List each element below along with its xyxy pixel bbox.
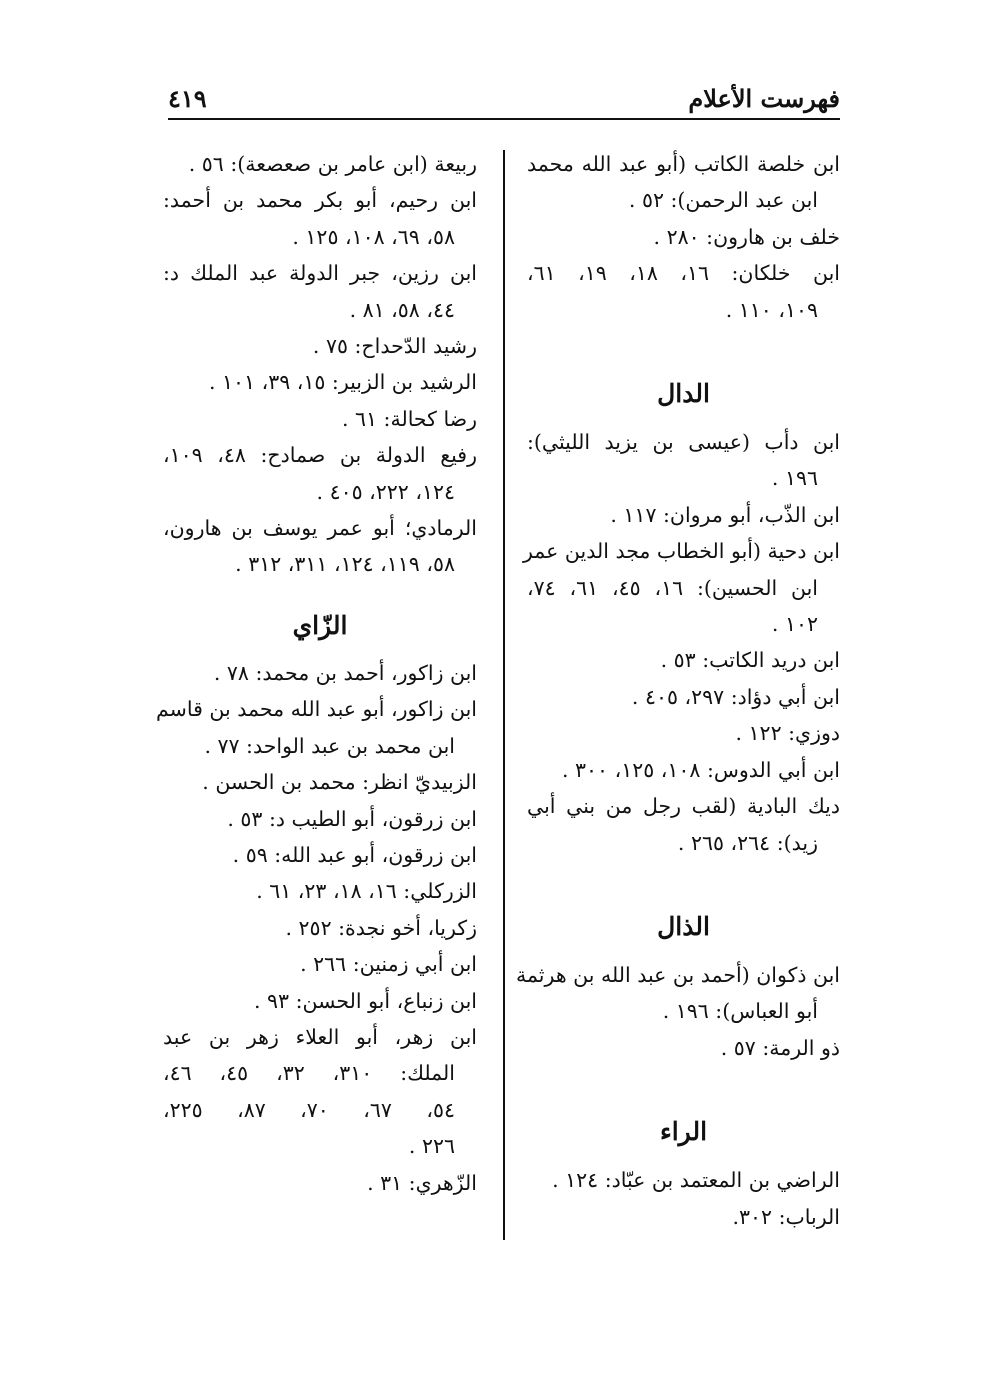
entry-line: أبو العباس): ١٩٦ . xyxy=(662,999,818,1024)
entry-line: ابن زرقون، أبو الطيب د: ٥٣ . xyxy=(227,806,477,831)
entry-line: رفيع الدولة بن صمادح: ٤٨، ١٠٩، xyxy=(163,443,477,468)
index-entry xyxy=(163,910,477,946)
entry-line: ابن زاكور، أبو عبد الله محمد بن قاسم xyxy=(156,697,477,722)
index-entry xyxy=(163,255,477,328)
entry-line: ٤٤، ٥٨، ٨١ . xyxy=(349,297,455,322)
index-entry xyxy=(523,533,840,642)
entry-line: ابن الذّب، أبو مروان: ١١٧ . xyxy=(610,502,840,527)
section-heading-ra: الراء xyxy=(659,1117,708,1147)
index-entry xyxy=(163,983,477,1019)
index-entry xyxy=(163,1165,477,1201)
index-entry xyxy=(527,679,840,715)
entry-line: ابن عبد الرحمن): ٥٢ . xyxy=(628,188,818,213)
entry-line: ابن رزين، جبر الدولة عبد الملك د: xyxy=(163,261,477,286)
entry-line: ابن زهر، أبو العلاء زهر بن عبد xyxy=(163,1024,477,1049)
entry-line: ابن محمد بن عبد الواحد: ٧٧ . xyxy=(204,733,455,758)
entry-line: الزبيديّ انظر: محمد بن الحسن . xyxy=(202,770,477,795)
running-header-title: فهرست الأعلام xyxy=(688,84,840,113)
left-column xyxy=(156,146,477,1201)
entry-line: ديك البادية (لقب رجل من بني أبي xyxy=(527,794,840,819)
entry-line: ١٠٩، ١١٠ . xyxy=(725,297,818,322)
entry-line: الرباب: ٣٠٢. xyxy=(732,1204,840,1229)
entry-line: الرشيد بن الزبير: ١٥، ٣٩، ١٠١ . xyxy=(208,370,477,395)
entry-line: رشيد الدّحداح: ٧٥ . xyxy=(312,334,477,359)
index-entry xyxy=(163,401,477,437)
entry-line: زيد): ٢٦٤، ٢٦٥ . xyxy=(677,830,818,855)
index-entry xyxy=(163,1019,477,1165)
entry-line: الزّهري: ٣١ . xyxy=(367,1170,477,1195)
entry-line: ابن رحيم، أبو بكر محمد بن أحمد: xyxy=(163,188,477,213)
index-entry xyxy=(163,510,477,583)
entry-line: ابن أبي الدوس: ١٠٨، ١٢٥، ٣٠٠ . xyxy=(561,757,840,782)
entry-line: الرمادي؛ أبو عمر يوسف بن هارون، xyxy=(163,516,477,541)
entry-line: ٥٤، ٦٧، ٧٠، ٨٧، ٢٢٥، xyxy=(163,1097,455,1122)
entry-line: ابن دريد الكاتب: ٥٣ . xyxy=(660,648,840,673)
entry-line: ٥٨، ٦٩، ١٠٨، ١٢٥ . xyxy=(292,224,455,249)
index-entry xyxy=(527,219,840,255)
entry-line: رضا كحالة: ٦١ . xyxy=(341,406,477,431)
entry-line: الزركلي: ١٦، ١٨، ٢٣، ٦١ . xyxy=(256,879,477,904)
index-entry xyxy=(163,655,477,691)
entry-line: ابن دحية (أبو الخطاب مجد الدين عمر xyxy=(523,539,840,564)
entry-line: ابن خلكان: ١٦، ١٨، ١٩، ٦١، xyxy=(527,261,840,286)
entry-line: ١٢٤، ٢٢٢، ٤٠٥ . xyxy=(316,479,455,504)
index-entry xyxy=(515,957,840,1030)
entry-line: خلف بن هارون: ٢٨٠ . xyxy=(653,224,840,249)
entry-line: ابن زاكور، أحمد بن محمد: ٧٨ . xyxy=(213,660,477,685)
entry-line: ١٩٦ . xyxy=(771,466,818,491)
entry-line: ابن دأب (عيسى بن يزيد الليثي): xyxy=(527,430,840,455)
index-entry xyxy=(527,715,840,751)
section-heading-dal: الدال xyxy=(657,379,710,409)
entry-line: دوزي: ١٢٢ . xyxy=(735,721,840,746)
index-entry xyxy=(163,364,477,400)
index-entry xyxy=(527,642,840,678)
index-entry xyxy=(527,1199,840,1235)
entry-line: ابن أبي زمنين: ٢٦٦ . xyxy=(300,952,477,977)
index-entry xyxy=(163,837,477,873)
entry-line: ٢٢٦ . xyxy=(408,1134,455,1159)
index-entry xyxy=(163,146,477,182)
entry-line: الملك: ٣١٠، ٣٢، ٤٥، ٤٦، xyxy=(163,1061,455,1086)
index-entry xyxy=(527,497,840,533)
entry-line: ابن خلصة الكاتب (أبو عبد الله محمد xyxy=(527,152,840,176)
index-entry xyxy=(527,424,840,497)
index-entry xyxy=(163,764,477,800)
entry-line: ابن زرقون، أبو عبد الله: ٥٩ . xyxy=(232,842,477,867)
entry-line: ربيعة (ابن عامر بن صعصعة): ٥٦ . xyxy=(188,152,477,176)
header-rule xyxy=(168,118,840,120)
index-entry xyxy=(163,182,477,255)
index-entry xyxy=(163,873,477,909)
entry-line: ابن ذكوان (أحمد بن عبد الله بن هرثمة xyxy=(515,962,840,987)
index-entry xyxy=(527,255,840,328)
entry-line: ابن أبي دؤاد: ٢٩٧، ٤٠٥ . xyxy=(631,684,840,709)
index-entry xyxy=(527,752,840,788)
index-entry xyxy=(163,801,477,837)
index-entry xyxy=(527,1030,840,1066)
index-entry xyxy=(527,146,840,219)
column-divider xyxy=(503,150,505,1240)
entry-line: الراضي بن المعتمد بن عبّاد: ١٢٤ . xyxy=(552,1168,840,1193)
entry-line: ابن زنباع، أبو الحسن: ٩٣ . xyxy=(253,988,477,1013)
index-entry xyxy=(527,788,840,861)
entry-line: ١٠٢ . xyxy=(771,612,818,637)
index-entry xyxy=(163,328,477,364)
page-number: ٤١٩ xyxy=(168,84,207,113)
index-entry xyxy=(156,691,477,764)
section-heading-dhal: الذال xyxy=(657,911,710,941)
right-column xyxy=(515,146,840,1235)
section-heading-zay: الزّاي xyxy=(292,610,348,640)
entry-line: ٥٨، ١١٩، ١٢٤، ٣١١، ٣١٢ . xyxy=(235,552,455,577)
entry-line: ذو الرمة: ٥٧ . xyxy=(720,1035,840,1060)
index-entry xyxy=(163,946,477,982)
entry-line: زكريا، أخو نجدة: ٢٥٢ . xyxy=(285,915,477,940)
entry-line: ابن الحسين): ١٦، ٤٥، ٦١، ٧٤، xyxy=(527,575,819,600)
page-header xyxy=(168,80,840,120)
index-entry xyxy=(163,437,477,510)
index-entry xyxy=(527,1162,840,1198)
